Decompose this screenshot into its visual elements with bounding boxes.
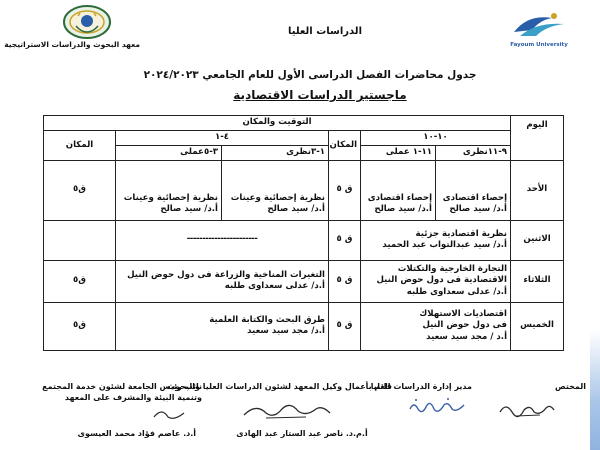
day-cell: الخميس	[511, 302, 564, 350]
page-edge-decoration	[590, 330, 600, 450]
course-name-continued: الاقتصادية فى دول حوض النيل	[376, 275, 508, 286]
course-name: إحصاء اقتصادى	[367, 192, 433, 203]
block2-practical-header: ٣-٥عملى	[116, 146, 222, 161]
vice-president-title-line1: نائب رئيس الجامعة لشئون خدمة المجتمع	[42, 382, 202, 391]
vice-president-name: أ.د. عاصم فؤاد محمد العيسوى	[77, 429, 196, 438]
table-header-row	[44, 131, 564, 146]
lecture-cell	[361, 302, 511, 350]
professor-name: أ.د/ عدلى سعداوى طلبه	[406, 286, 508, 297]
place-cell: ق ٥	[329, 160, 361, 220]
document-subtitle	[200, 88, 440, 102]
program-name: ماجستير الدراسات الاقتصادية	[233, 88, 407, 102]
specialist-signature-icon	[496, 398, 558, 420]
course-name: التغيرات المناخية والزراعة فى دول حوض النيل	[127, 269, 326, 280]
block1-time-header: ١٠-١٠	[361, 131, 511, 146]
course-name: التجارة الخارجية والتكتلات	[397, 263, 508, 274]
department-title: الدراسات العليا	[287, 26, 362, 37]
professor-name: أ.د/ سيد عبدالتواب عبد الحميد	[382, 240, 508, 250]
place-header: المكان	[329, 131, 361, 161]
day-cell: الأحد	[511, 160, 564, 220]
day-column-header: اليوم	[511, 116, 564, 161]
vice-dean-signature-icon	[236, 397, 336, 423]
table-header-row	[44, 116, 564, 131]
specialist-title: المختص	[554, 382, 586, 391]
lecture-cell	[361, 160, 436, 220]
place-cell: ق ٥	[329, 220, 361, 260]
course-name-continued: فى دول حوض النيل	[422, 320, 508, 331]
lecture-cell	[116, 302, 329, 350]
document-title: جدول محاضرات الفصل الدراسى الأول للعام الجامعي ٢٠٢٤/٢٠٢٣	[143, 69, 477, 81]
vice-president-title-line2: وتنمية البيئة والمشرف على المعهد	[64, 393, 202, 402]
block2-time-header: ٤-١	[116, 131, 329, 146]
professor-name: أ.د/ عدلى سعداوى طلبه	[224, 281, 326, 291]
table-row	[44, 260, 564, 302]
lecture-cell	[361, 260, 511, 302]
professor-name: أ.د/ سيد صالح	[160, 204, 219, 214]
vice-dean-name: أ.م.د. ناصر عبد الستار عبد الهادى	[236, 429, 368, 438]
block1-practical-header: ١١-١ عملى	[361, 146, 436, 161]
day-cell: الثلاثاء	[511, 260, 564, 302]
course-name: نظرية إحصائية وعينات	[230, 192, 326, 203]
course-name: طرق البحث والكتابة العلمية	[209, 314, 326, 325]
course-name: اقتصاديات الاستهلاك	[419, 308, 508, 319]
lecture-cell	[116, 260, 329, 302]
vice-president-title	[42, 381, 202, 403]
professor-name: أ.د/ سيد صالح	[267, 204, 326, 214]
table-row	[44, 220, 564, 260]
graduate-studies-director-title: مدير إدارة الدراسات العليا	[370, 382, 472, 391]
lecture-cell	[222, 160, 329, 220]
empty-slot-dashes: -----------------------	[186, 234, 258, 245]
table-header-row	[44, 146, 564, 161]
vice-president-signature-icon	[150, 405, 190, 423]
vice-dean-title: قائم بأعمال وكيل المعهد لشئون الدراسات العليا والبحوث	[167, 382, 392, 391]
professor-name: أ.د/ سيد صالح	[449, 204, 508, 214]
graduate-studies-director-signature-icon	[404, 395, 470, 419]
university-logo-text: Fayoum University	[510, 42, 568, 48]
professor-name: أ.د/ مجد سيد سعيد	[247, 326, 326, 336]
lecture-schedule-table	[43, 115, 564, 351]
place-cell: ق٥	[44, 260, 116, 302]
day-cell: الاثنين	[511, 220, 564, 260]
lecture-cell	[361, 220, 511, 260]
place-cell: ق ٥	[329, 260, 361, 302]
institute-emblem-icon	[62, 4, 112, 40]
place-header: المكان	[44, 131, 116, 161]
lecture-cell	[116, 160, 222, 220]
table-row	[44, 302, 564, 350]
place-cell: ق ٥	[329, 302, 361, 350]
course-name: نظرية اقتصادية جزئية	[415, 228, 508, 239]
course-name: إحصاء اقتصادى	[442, 192, 508, 203]
institute-name: معهد البحوث والدراسات الاستراتيجية	[4, 40, 140, 49]
university-logo-icon	[506, 8, 572, 50]
table-row	[44, 160, 564, 220]
professor-name: أ.د/ سيد صالح	[374, 204, 433, 214]
professor-name: أ.د / مجد سيد سعيد	[426, 331, 508, 342]
lecture-cell	[116, 220, 329, 260]
place-cell	[44, 220, 116, 260]
block2-theory-header: ١-٣نظرى	[222, 146, 329, 161]
lecture-cell	[436, 160, 511, 220]
block1-theory-header: ٩-١١نظرى	[436, 146, 511, 161]
course-name: نظرية إحصائية وعينات	[123, 192, 219, 203]
timing-header: التوقيت والمكان	[44, 116, 511, 131]
place-cell: ق٥	[44, 160, 116, 220]
place-cell: ق٥	[44, 302, 116, 350]
